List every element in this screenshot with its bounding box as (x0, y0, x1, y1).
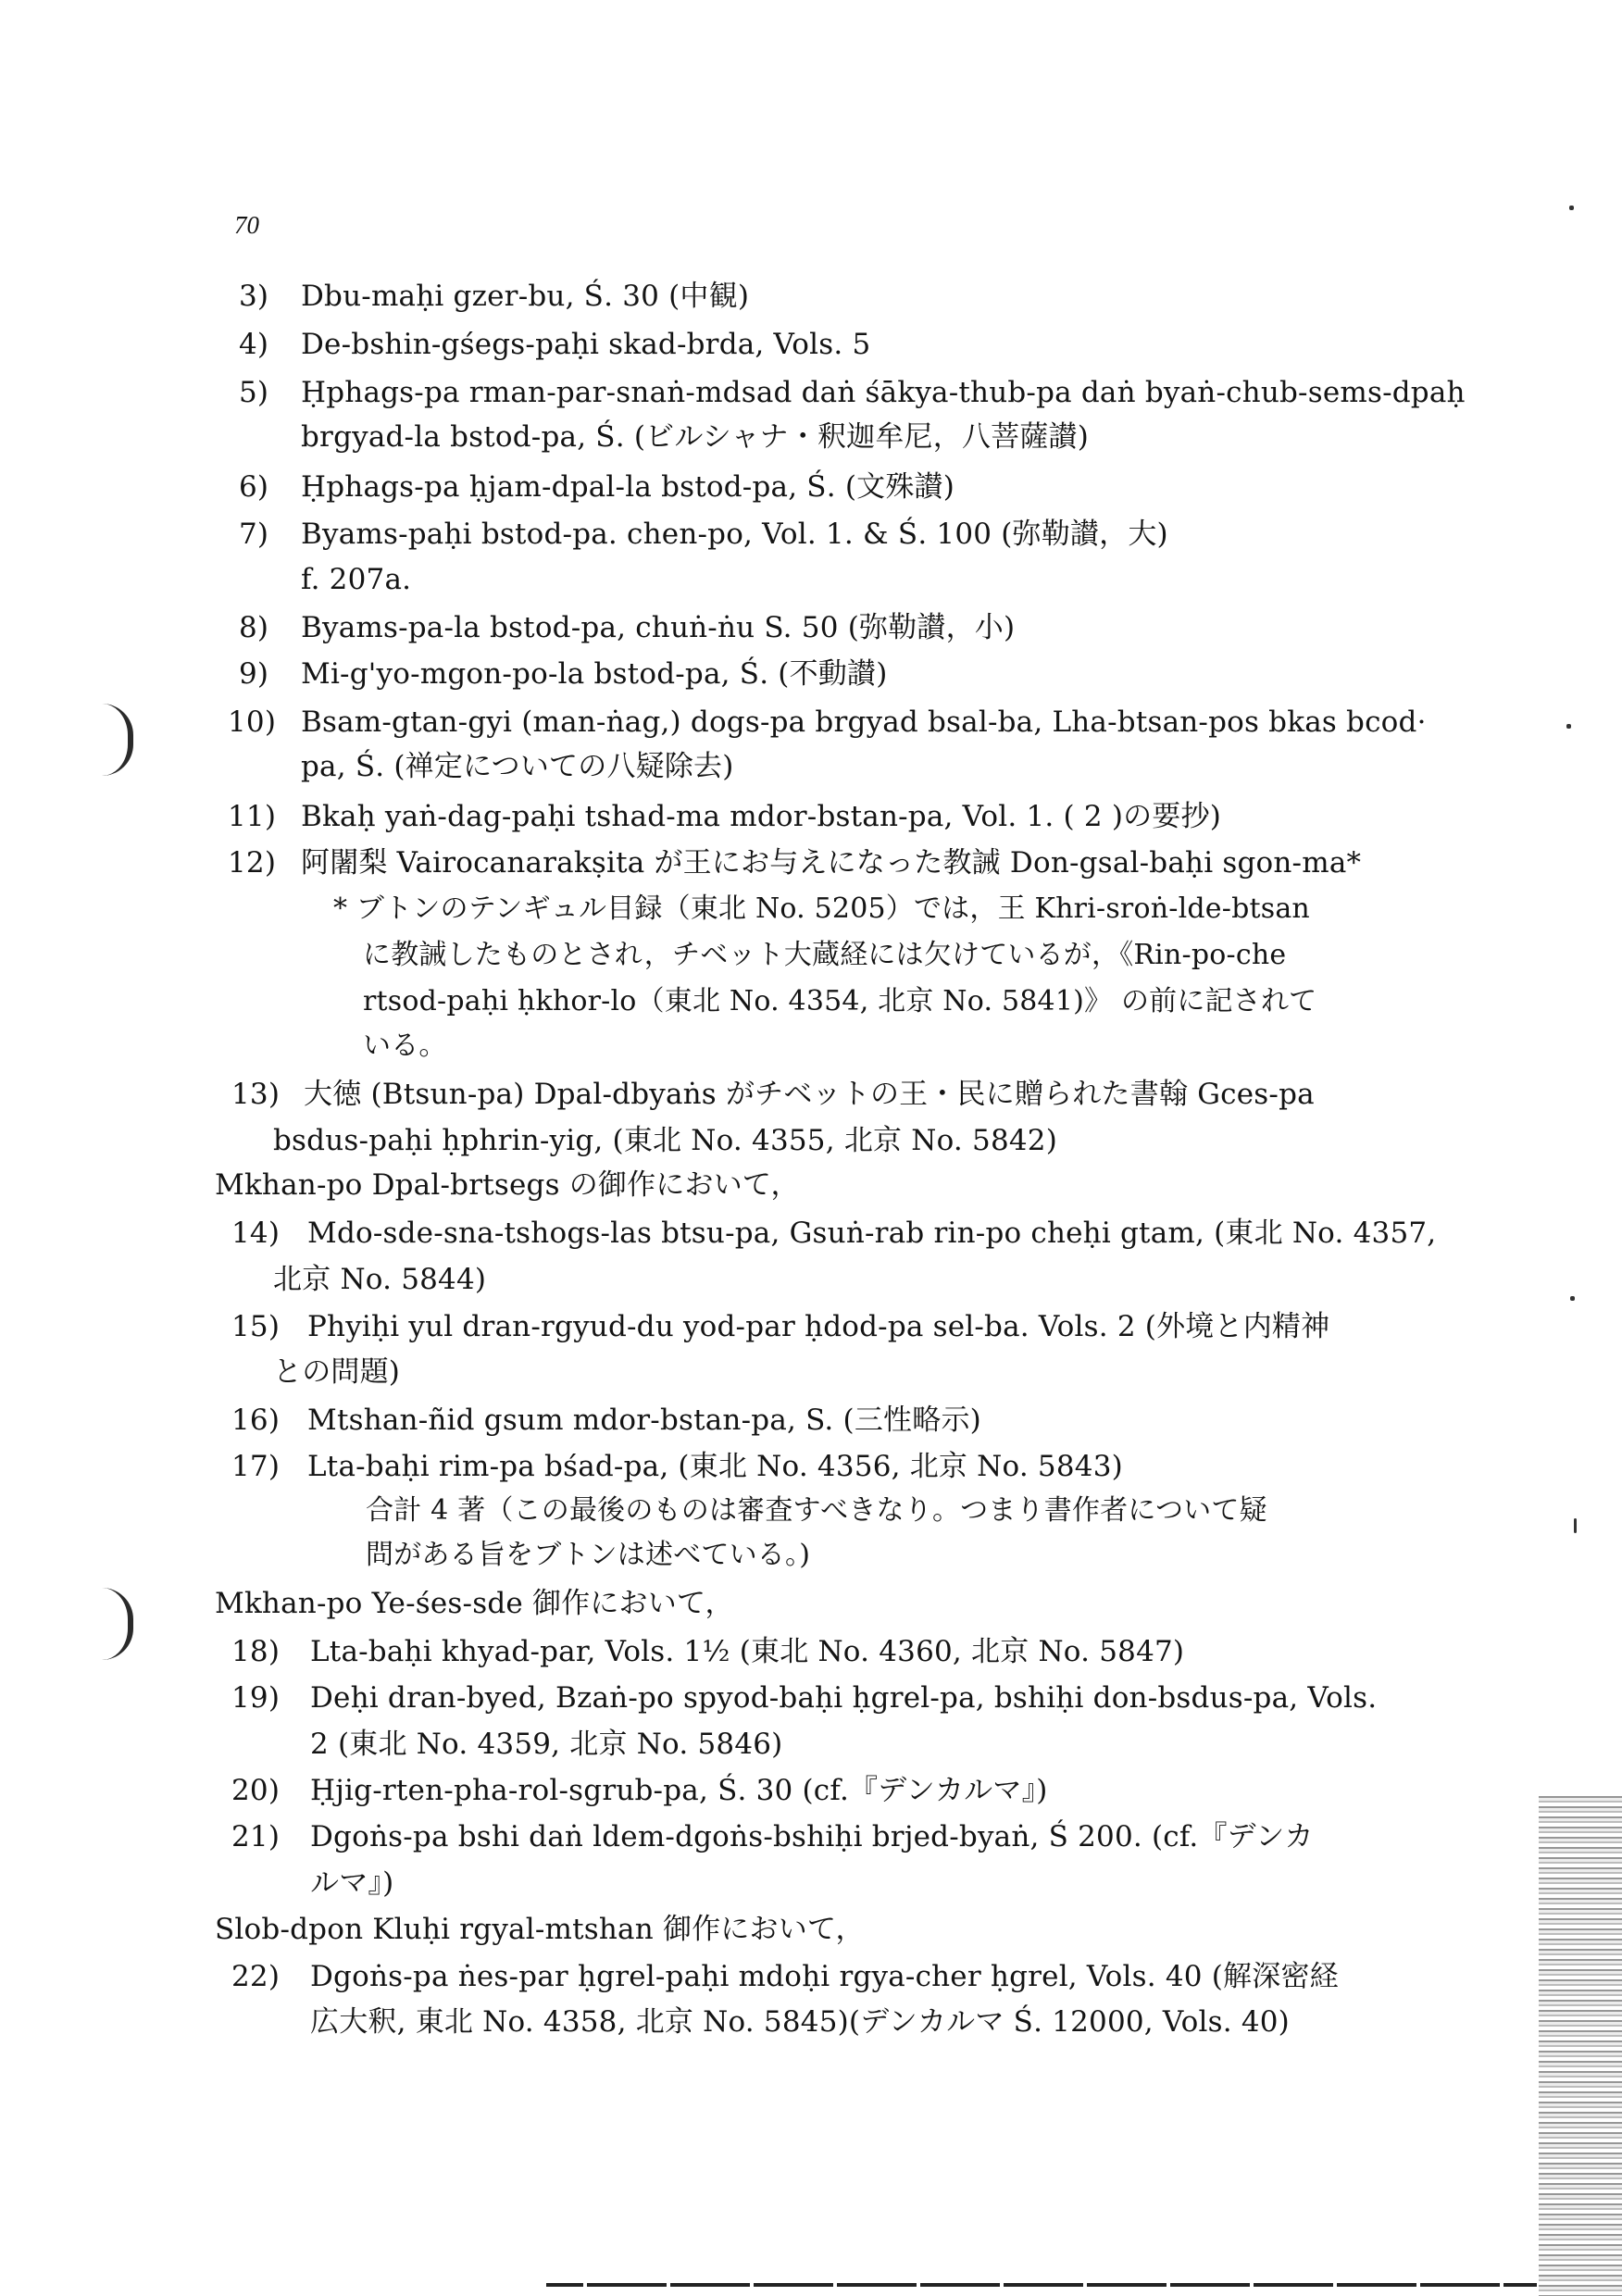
page-number: 70 (234, 211, 259, 239)
entry-number: 10) (228, 705, 277, 739)
scan-speck (1566, 724, 1571, 729)
entry-10-text: Bsam-gtan-gyi (man-ṅag,) dogs-pa brgyad bsal-ba, Lha-btsan-pos bkas bcod· (301, 705, 1427, 739)
section-heading-dpal-brtsegs: Mkhan-po Dpal-brtsegs の御作において， (215, 1168, 800, 1202)
entry-19-continuation: 2 (東北 No. 4359, 北京 No. 5846) (310, 1728, 783, 1761)
footnote-line: rtsod-paḥi ḥkhor-lo（東北 No. 4354, 北京 No. 5841)》 の前に記されて (363, 985, 1317, 1017)
entry-number: 14) (231, 1217, 281, 1250)
entry-number: 11) (228, 800, 277, 833)
scan-bottom-edge (546, 2283, 1537, 2287)
entry-4-text: De-bshin-gśegs-paḥi skad-brda, Vols. 5 (301, 328, 871, 361)
entry-number: 4) (239, 328, 269, 361)
footnote-line: * ブトンのテンギュル目録（東北 No. 5205）では，王 Khri-sroṅ-lde-btsan (333, 892, 1310, 925)
entry-8-text: Byams-pa-la bstod-pa, chuṅ-ṅu S. 50 (弥勒讃，小) (301, 611, 1016, 644)
entry-16-text: Mtshan-ñid gsum mdor-bstan-pa, S. (三性略示) (307, 1404, 981, 1437)
entry-12-text: 阿闍梨 Vairocanarakṣita が王にお与えになった教誡 Don-gsal-baḥi sgon-ma* (301, 846, 1362, 880)
entry-20-text: Ḥjig-rten-pha-rol-sgrub-pa, Ś. 30 (cf.『デンカルマ』) (310, 1774, 1048, 1807)
entry-17-note: 問がある旨をブトンは述べている。) (366, 1539, 811, 1571)
entry-number: 6) (239, 470, 269, 504)
entry-number: 9) (239, 657, 269, 691)
entry-number: 8) (239, 611, 269, 644)
entry-number: 21) (231, 1820, 281, 1853)
entry-number: 13) (231, 1078, 281, 1111)
entry-number: 15) (231, 1310, 281, 1343)
entry-number: 5) (239, 376, 269, 409)
entry-14-continuation: 北京 No. 5844) (273, 1263, 487, 1296)
entry-21-text: Dgoṅs-pa bshi daṅ ldem-dgoṅs-bshiḥi brjed-byaṅ, Ś 200. (cf.『デンカ (310, 1820, 1314, 1853)
entry-11-text: Bkaḥ yaṅ-dag-paḥi tshad-ma mdor-bstan-pa, Vol. 1. ( 2 )の要抄) (301, 800, 1222, 833)
scan-speck (1574, 1518, 1577, 1533)
entry-17-note: 合計 4 著（この最後のものは審査すべきなり。つまり書作者について疑 (366, 1494, 1267, 1527)
entry-6-text: Ḥphags-pa ḥjam-dpal-la bstod-pa, Ś. (文殊讃) (301, 470, 955, 504)
entry-number: 20) (231, 1774, 281, 1807)
footnote-line: に教誡したものとされ，チベット大蔵経には欠けているが，《Rin-po-che (363, 939, 1287, 971)
entry-22-continuation: 広大釈, 東北 No. 4358, 北京 No. 5845)(デンカルマ Ś. 12000, Vols. 40) (310, 2005, 1290, 2039)
section-heading-kluhi-rgyal-mtshan: Slob-dpon Kluḥi rgyal-mtshan 御作において， (215, 1913, 865, 1946)
entry-number: 3) (239, 280, 269, 313)
entry-18-text: Lta-baḥi khyad-par, Vols. 1½ (東北 No. 4360, 北京 No. 5847) (310, 1635, 1185, 1668)
entry-number: 16) (231, 1404, 281, 1437)
footnote-line: いる。 (363, 1029, 447, 1062)
entry-7-continuation: f. 207a. (301, 563, 412, 596)
entry-5-text: Ḥphags-pa rman-par-snaṅ-mdsad daṅ śākya-thub-pa daṅ byaṅ-chub-sems-dpaḥ (301, 376, 1466, 409)
scan-speck (1569, 206, 1574, 210)
entry-number: 19) (231, 1681, 281, 1715)
entry-number: 22) (231, 1960, 281, 1993)
entry-number: 17) (231, 1450, 281, 1483)
entry-15-continuation: との問題) (273, 1355, 401, 1389)
entry-14-text: Mdo-sde-sna-tshogs-las btsu-pa, Gsuṅ-rab rin-po cheḥi gtam, (東北 No. 4357, (307, 1217, 1437, 1250)
entry-number: 12) (228, 846, 277, 880)
entry-19-text: Deḥi dran-byed, Bzaṅ-po spyod-baḥi ḥgrel-pa, bshiḥi don-bsdus-pa, Vols. (310, 1681, 1378, 1715)
binding-mark (102, 1588, 133, 1660)
entry-13-continuation: bsdus-paḥi ḥphrin-yig, (東北 No. 4355, 北京 No. 5842) (273, 1124, 1058, 1157)
section-heading-ye-ses-sde: Mkhan-po Ye-śes-sde 御作において， (215, 1587, 734, 1620)
entry-10-continuation: pa, Ś. (禅定についての八疑除去) (301, 750, 734, 783)
entry-number: 18) (231, 1635, 281, 1668)
entry-22-text: Dgoṅs-pa ṅes-par ḥgrel-paḥi mdoḥi rgya-cher ḥgrel, Vols. 40 (解深密経 (310, 1960, 1339, 1993)
entry-3-text: Dbu-maḥi gzer-bu, Ś. 30 (中観) (301, 280, 750, 313)
entry-21-continuation: ルマ』) (310, 1866, 394, 1900)
entry-9-text: Mi-g'yo-mgon-po-la bstod-pa, Ś. (不動讃) (301, 657, 888, 691)
scan-speck (1570, 1296, 1575, 1301)
entry-15-text: Phyiḥi yul dran-rgyud-du yod-par ḥdod-pa sel-ba. Vols. 2 (外境と内精神 (307, 1310, 1330, 1343)
entry-17-text: Lta-baḥi rim-pa bśad-pa, (東北 No. 4356, 北京 No. 5843) (307, 1450, 1123, 1483)
entry-13-text: 大徳 (Btsun-pa) Dpal-dbyaṅs がチベットの王・民に贈られた書翰 Gces-pa (304, 1078, 1315, 1111)
scan-edge-shadow (1539, 1796, 1622, 2296)
entry-number: 7) (239, 518, 269, 551)
entry-7-text: Byams-paḥi bstod-pa. chen-po, Vol. 1. & Ś. 100 (弥勒讃，大) (301, 518, 1168, 551)
entry-5-continuation: brgyad-la bstod-pa, Ś. (ビルシャナ・釈迦牟尼，八菩薩讃) (301, 420, 1090, 454)
binding-mark (102, 704, 133, 776)
